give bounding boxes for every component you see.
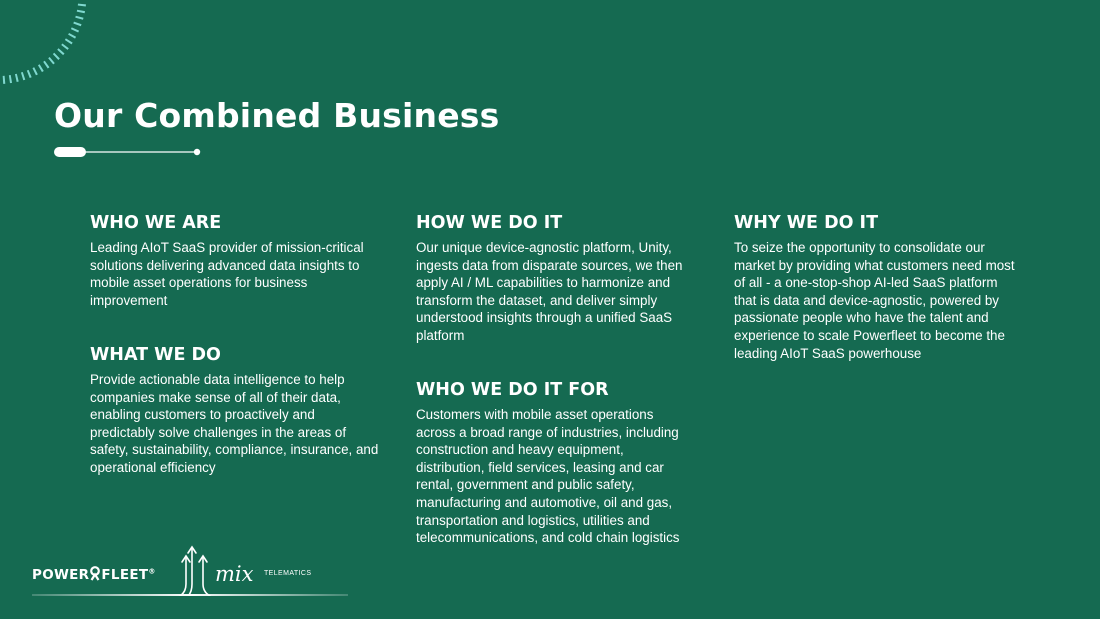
section-why-we-do-it (734, 212, 1019, 362)
footer-divider (32, 592, 348, 598)
arc-decoration (0, 0, 100, 95)
telematics-label: TELEMATICS (264, 570, 312, 577)
merging-arrows-icon (176, 544, 214, 596)
section-who-we-are (90, 212, 375, 309)
section-body: Leading AIoT SaaS provider of mission-critical solutions delivering advanced data insights to mobile asset operations for business improvement (90, 240, 364, 308)
section-heading: WHO WE ARE (90, 213, 222, 233)
section-how-we-do-it (416, 212, 691, 345)
powerfleet-pin-icon (89, 566, 101, 581)
section-body: Customers with mobile asset operations across a broad range of industries, including construction and heavy equipment, distribution, field services, leasing and car rental, government and public safety, manufacturing and automotive, oil and gas, transportation and logistics, utilities and telecommunications, and cold chain logistics (416, 407, 680, 546)
footer-logos (28, 542, 348, 602)
registered-mark: ® (148, 567, 156, 576)
slide-title: Our Combined Business (54, 96, 500, 135)
section-heading: WHO WE DO IT FOR (416, 380, 609, 400)
powerfleet-logo-part2: FLEET (101, 567, 149, 583)
section-body: To seize the opportunity to consolidate our market by providing what customers need most of all - a one-stop-shop AI-led SaaS platform that is data and device-agnostic, powered by passionate people who have the talent and experience to scale Powerfleet to become the leading AIoT SaaS powerhouse (734, 240, 1015, 361)
section-who-we-do-it-for (416, 379, 691, 547)
powerfleet-logo (32, 566, 156, 583)
section-what-we-do (90, 344, 380, 477)
title-underline (54, 144, 204, 160)
section-body: Our unique device-agnostic platform, Unity, ingests data from disparate sources, we then apply AI / ML capabilities to harmonize and transform the dataset, and deliver simply understood insights through a unified SaaS platform (416, 240, 683, 343)
section-heading: WHY WE DO IT (734, 213, 879, 233)
mix-logo: mix (215, 562, 254, 586)
powerfleet-logo-part1: POWER (32, 567, 90, 583)
section-heading: HOW WE DO IT (416, 213, 563, 233)
section-body: Provide actionable data intelligence to help companies make sense of all of their data, enabling customers to proactively and predictably solve challenges in the areas of safety, sustainability, compliance, insurance, and operational efficiency (90, 372, 379, 475)
section-heading: WHAT WE DO (90, 345, 221, 365)
